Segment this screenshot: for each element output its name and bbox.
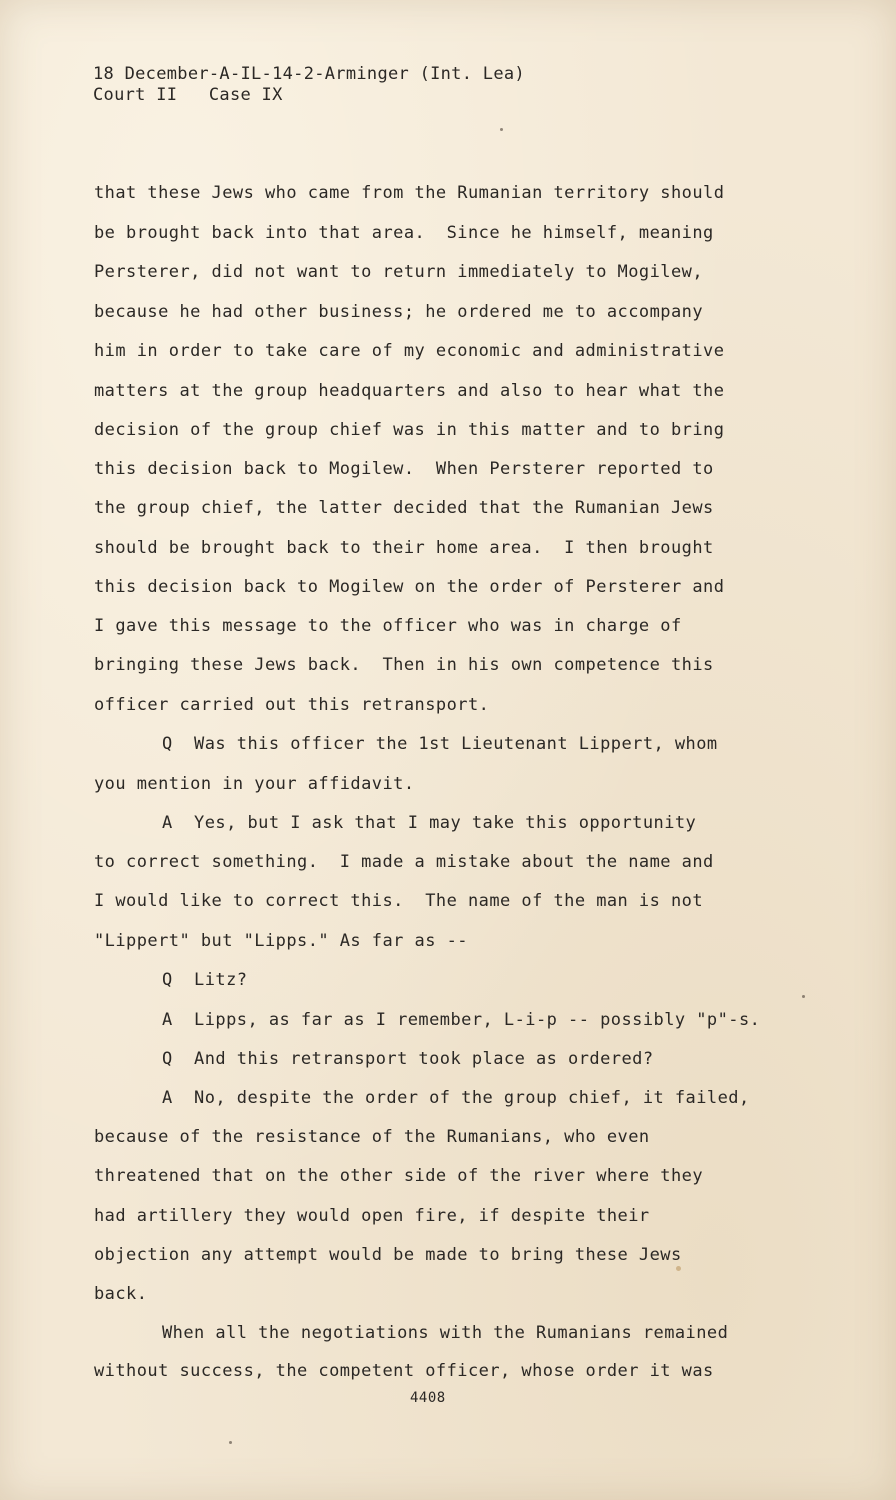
body-line: because he had other business; he ordered me to accompany: [94, 302, 704, 322]
answer-line: A Yes, but I ask that I may take this opportunity: [162, 813, 697, 833]
body-line: you mention in your affidavit.: [94, 774, 415, 794]
body-line: I would like to correct this. The name of the man is not: [94, 891, 704, 911]
question-line: Q Litz?: [162, 970, 248, 990]
body-line: be brought back into that area. Since he himself, meaning: [94, 223, 714, 243]
body-line: decision of the group chief was in this matter and to bring: [94, 420, 725, 440]
body-line: him in order to take care of my economic and administrative: [94, 341, 725, 361]
body-line: should be brought back to their home area. I then brought: [94, 538, 714, 558]
question-line: Q And this retransport took place as ordered?: [162, 1049, 654, 1069]
question-line: Q Was this officer the 1st Lieutenant Lippert, whom: [162, 734, 718, 754]
body-line: that these Jews who came from the Rumanian territory should: [94, 183, 725, 203]
paper-speck: [802, 995, 805, 998]
paper-speck: [229, 1441, 232, 1444]
body-line: to correct something. I made a mistake about the name and: [94, 852, 714, 872]
header-line-2: Court II Case IX: [93, 85, 283, 105]
body-line: had artillery they would open fire, if despite their: [94, 1206, 650, 1226]
header-line-1: 18 December-A-IL-14-2-Arminger (Int. Lea): [93, 64, 525, 84]
body-line: objection any attempt would be made to bring these Jews: [94, 1245, 682, 1265]
body-line: this decision back to Mogilew on the order of Persterer and: [94, 577, 725, 597]
body-line: "Lippert" but "Lipps." As far as --: [94, 931, 468, 951]
body-line: back.: [94, 1284, 148, 1304]
body-line: matters at the group headquarters and also to hear what the: [94, 381, 725, 401]
body-line: because of the resistance of the Rumanians, who even: [94, 1127, 650, 1147]
answer-line: A Lipps, as far as I remember, L-i-p -- possibly "p"-s.: [162, 1010, 761, 1030]
body-line: this decision back to Mogilew. When Persterer reported to: [94, 459, 714, 479]
document-header: [93, 64, 525, 106]
paper-speck: [500, 128, 503, 131]
answer-line: A No, despite the order of the group chief, it failed,: [162, 1088, 750, 1108]
body-line: Persterer, did not want to return immediately to Mogilew,: [94, 262, 704, 282]
page-number: 4408: [410, 1390, 446, 1406]
body-line: officer carried out this retransport.: [94, 695, 490, 715]
body-line: When all the negotiations with the Rumanians remained: [162, 1323, 729, 1343]
body-line: the group chief, the latter decided that the Rumanian Jews: [94, 498, 714, 518]
body-line: threatened that on the other side of the river where they: [94, 1166, 704, 1186]
body-line: without success, the competent officer, whose order it was: [94, 1361, 714, 1381]
body-line: bringing these Jews back. Then in his own competence this: [94, 655, 714, 675]
paper-stain: [676, 1266, 681, 1271]
body-line: I gave this message to the officer who was in charge of: [94, 616, 682, 636]
